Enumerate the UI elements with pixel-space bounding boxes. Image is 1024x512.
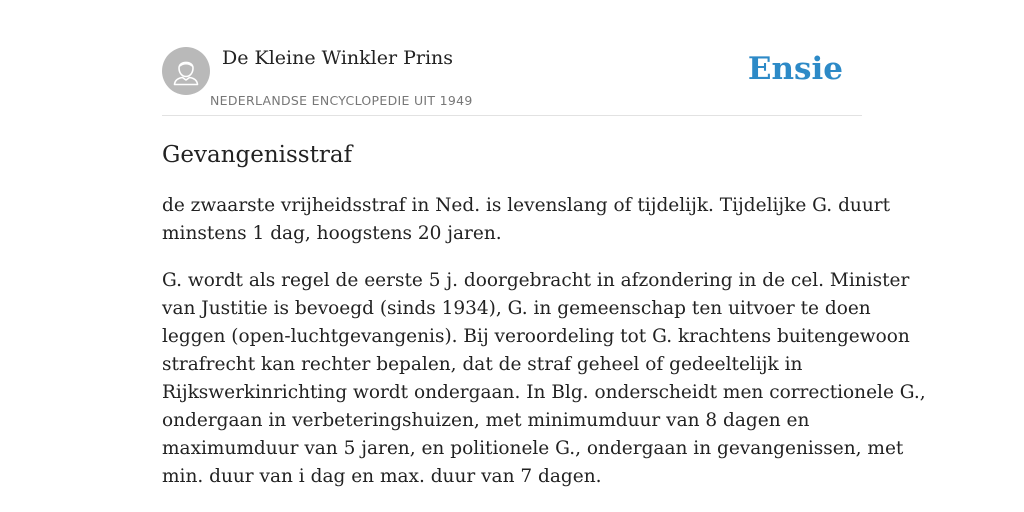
text-line: van Justitie is bevoegd (sinds 1934), G. in gemeenschap ten uitvoer te doen bbox=[162, 298, 871, 319]
paragraph bbox=[162, 267, 926, 491]
text-line: leggen (open-luchtgevangenis). Bij veroordeling tot G. krachtens buitengewoon bbox=[162, 326, 910, 347]
text-line: minstens 1 dag, hoogstens 20 jaren. bbox=[162, 223, 502, 244]
book-avatar[interactable] bbox=[162, 47, 210, 95]
text-line: min. duur van i dag en max. duur van 7 dagen. bbox=[162, 466, 602, 487]
entry-body bbox=[162, 192, 926, 510]
text-line: Rijkswerkinrichting wordt ondergaan. In Blg. onderscheidt men correctionele G., bbox=[162, 382, 926, 403]
text-line: de zwaarste vrijheidsstraf in Ned. is levenslang of tijdelijk. Tijdelijke G. duurt bbox=[162, 195, 891, 216]
paragraph bbox=[162, 192, 891, 248]
book-title-link[interactable]: De Kleine Winkler Prins bbox=[222, 47, 454, 69]
user-silhouette-icon bbox=[162, 47, 210, 95]
text-line: maximumduur van 5 jaren, en politionele G., ondergaan in gevangenissen, met bbox=[162, 438, 904, 459]
book-subtitle: NEDERLANDSE ENCYCLOPEDIE UIT 1949 bbox=[210, 93, 473, 108]
text-line: G. wordt als regel de eerste 5 j. doorgebracht in afzondering in de cel. Minister bbox=[162, 270, 910, 291]
text-line: strafrecht kan rechter bepalen, dat de straf geheel of gedeeltelijk in bbox=[162, 354, 803, 375]
entry-title: Gevangenisstraf bbox=[162, 142, 353, 168]
page bbox=[162, 0, 926, 512]
text-line: ondergaan in verbeteringshuizen, met minimumduur van 8 dagen en bbox=[162, 410, 810, 431]
ensie-logo-link[interactable]: Ensie bbox=[747, 51, 843, 87]
book-header bbox=[162, 0, 862, 116]
